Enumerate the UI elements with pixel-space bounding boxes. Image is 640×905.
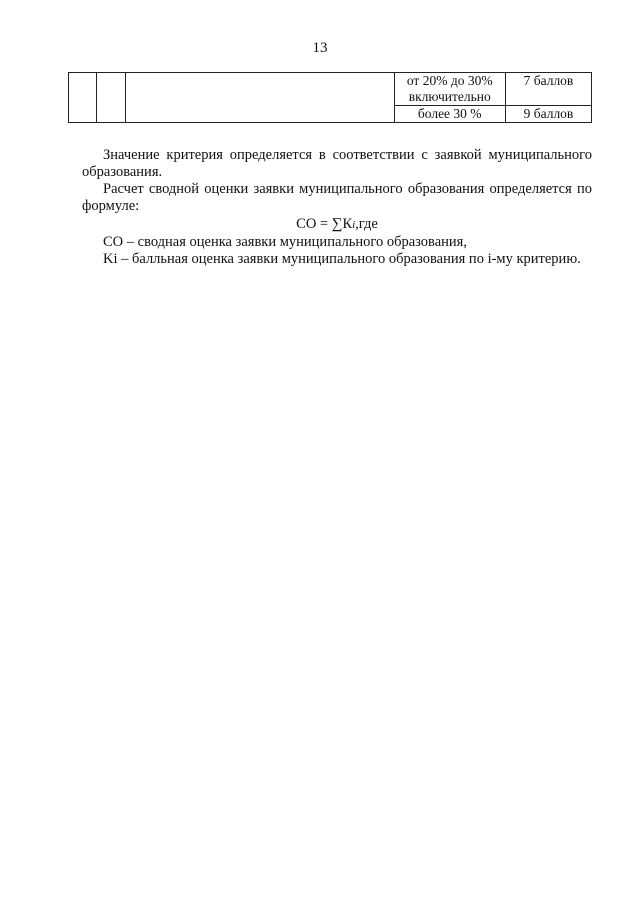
table-row [69,73,592,106]
formula-lhs: СО = [296,216,329,232]
formula [82,216,592,234]
formula-k: К [342,216,353,232]
table-cell-blank [97,73,125,123]
formula-rest: ,где [355,216,378,232]
range-cell: от 20% до 30% включительно [394,73,505,106]
paragraph-criterion-value: Значение критерия определяется в соответствии с заявкой муниципального образования. [82,147,592,180]
definition-ki: Ki – балльная оценка заявки муниципального образования по i-му критерию. [103,251,581,267]
table-cell-blank [69,73,97,123]
body-text [82,147,592,268]
sum-sign: ∑ [331,216,343,232]
criteria-table [68,72,592,123]
range-cell: более 30 % [394,106,505,123]
formula-index: i [352,219,356,231]
score-cell: 7 баллов [505,73,591,106]
table-cell-blank [125,73,394,123]
paragraph-calculation: Расчет сводной оценки заявки муниципального образования определяется по формуле: [82,181,592,214]
definition-co: СО – сводная оценка заявки муниципального образования, [103,234,467,250]
page-number: 13 [312,40,328,56]
score-cell: 9 баллов [505,106,591,123]
